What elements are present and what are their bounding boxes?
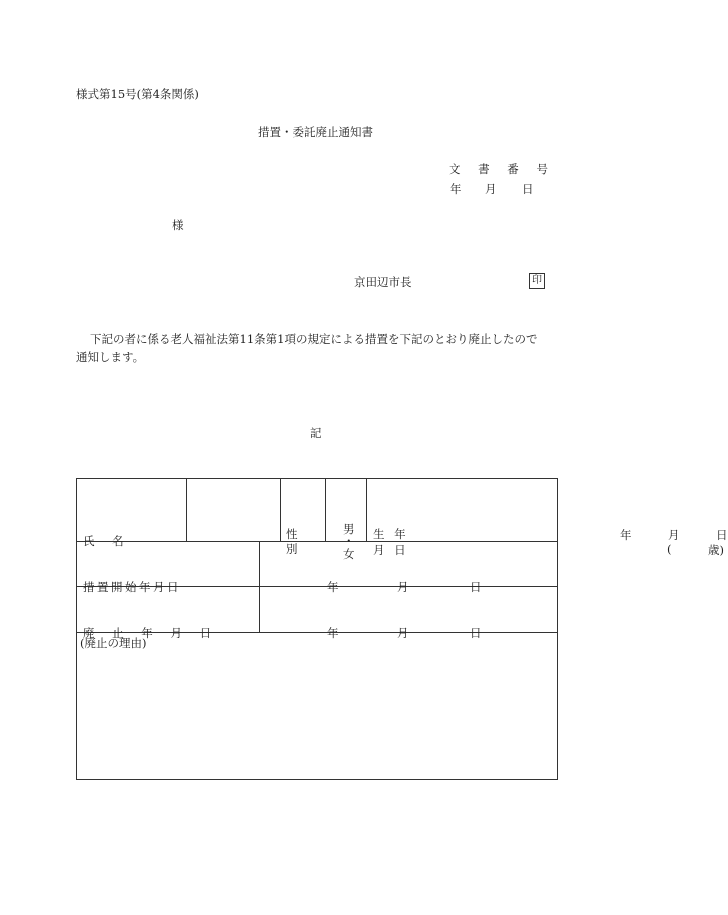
name-label-cell <box>77 479 187 548</box>
start-month: 月 <box>397 580 409 594</box>
reason-cell[interactable] <box>77 633 558 780</box>
age-close: 歳) <box>708 543 724 557</box>
name-value-cell[interactable] <box>187 479 281 542</box>
sex-label-cell <box>281 479 326 556</box>
sex-label-2: 別 <box>286 542 298 556</box>
birth-label-1: 生 年 <box>373 527 409 541</box>
sex-separator: ・ <box>343 534 355 548</box>
sex-male: 男 <box>343 522 355 536</box>
recipient-honorific: 様 <box>172 218 184 232</box>
end-month: 月 <box>397 625 409 640</box>
end-day: 日 <box>470 625 482 640</box>
sex-value-cell[interactable] <box>326 479 367 561</box>
sex-label-1: 性 <box>286 527 298 541</box>
birth-year: 年 <box>620 528 632 542</box>
issue-date-month: 月 <box>485 182 497 196</box>
issue-date-year: 年 <box>450 182 462 196</box>
sex-female: 女 <box>343 547 355 561</box>
reason-label: (廃止の理由) <box>80 636 147 650</box>
end-date-label: 廃 止 年 月 日 <box>83 625 219 640</box>
birth-label-2: 月 日 <box>373 543 409 557</box>
seal-mark: 印 <box>529 273 545 289</box>
end-year: 年 <box>327 625 339 640</box>
notice-table <box>76 478 728 780</box>
age-open: ( <box>667 542 672 556</box>
notice-body-line-2: 通知します。 <box>76 350 145 364</box>
form-number: 様式第15号(第4条関係) <box>76 87 199 101</box>
document-title: 措置・委託廃止通知書 <box>258 125 373 139</box>
end-date-value-cell[interactable] <box>260 587 558 640</box>
ki-heading: 記 <box>310 426 322 440</box>
birth-day: 日 <box>716 528 728 542</box>
birth-month: 月 <box>668 528 680 542</box>
start-day: 日 <box>470 580 482 594</box>
issue-date-day: 日 <box>522 182 534 196</box>
notice-body-line-1: 下記の者に係る老人福祉法第11条第1項の規定による措置を下記のとおり廃止したので <box>90 332 538 346</box>
start-year: 年 <box>327 580 339 594</box>
issuer-name: 京田辺市長 <box>354 275 412 289</box>
start-date-label: 措置開始年月日 <box>83 580 181 594</box>
name-label: 氏 名 <box>83 534 131 548</box>
document-number-label: 文 書 番 号 <box>449 162 555 176</box>
birth-label-cell <box>367 479 558 557</box>
